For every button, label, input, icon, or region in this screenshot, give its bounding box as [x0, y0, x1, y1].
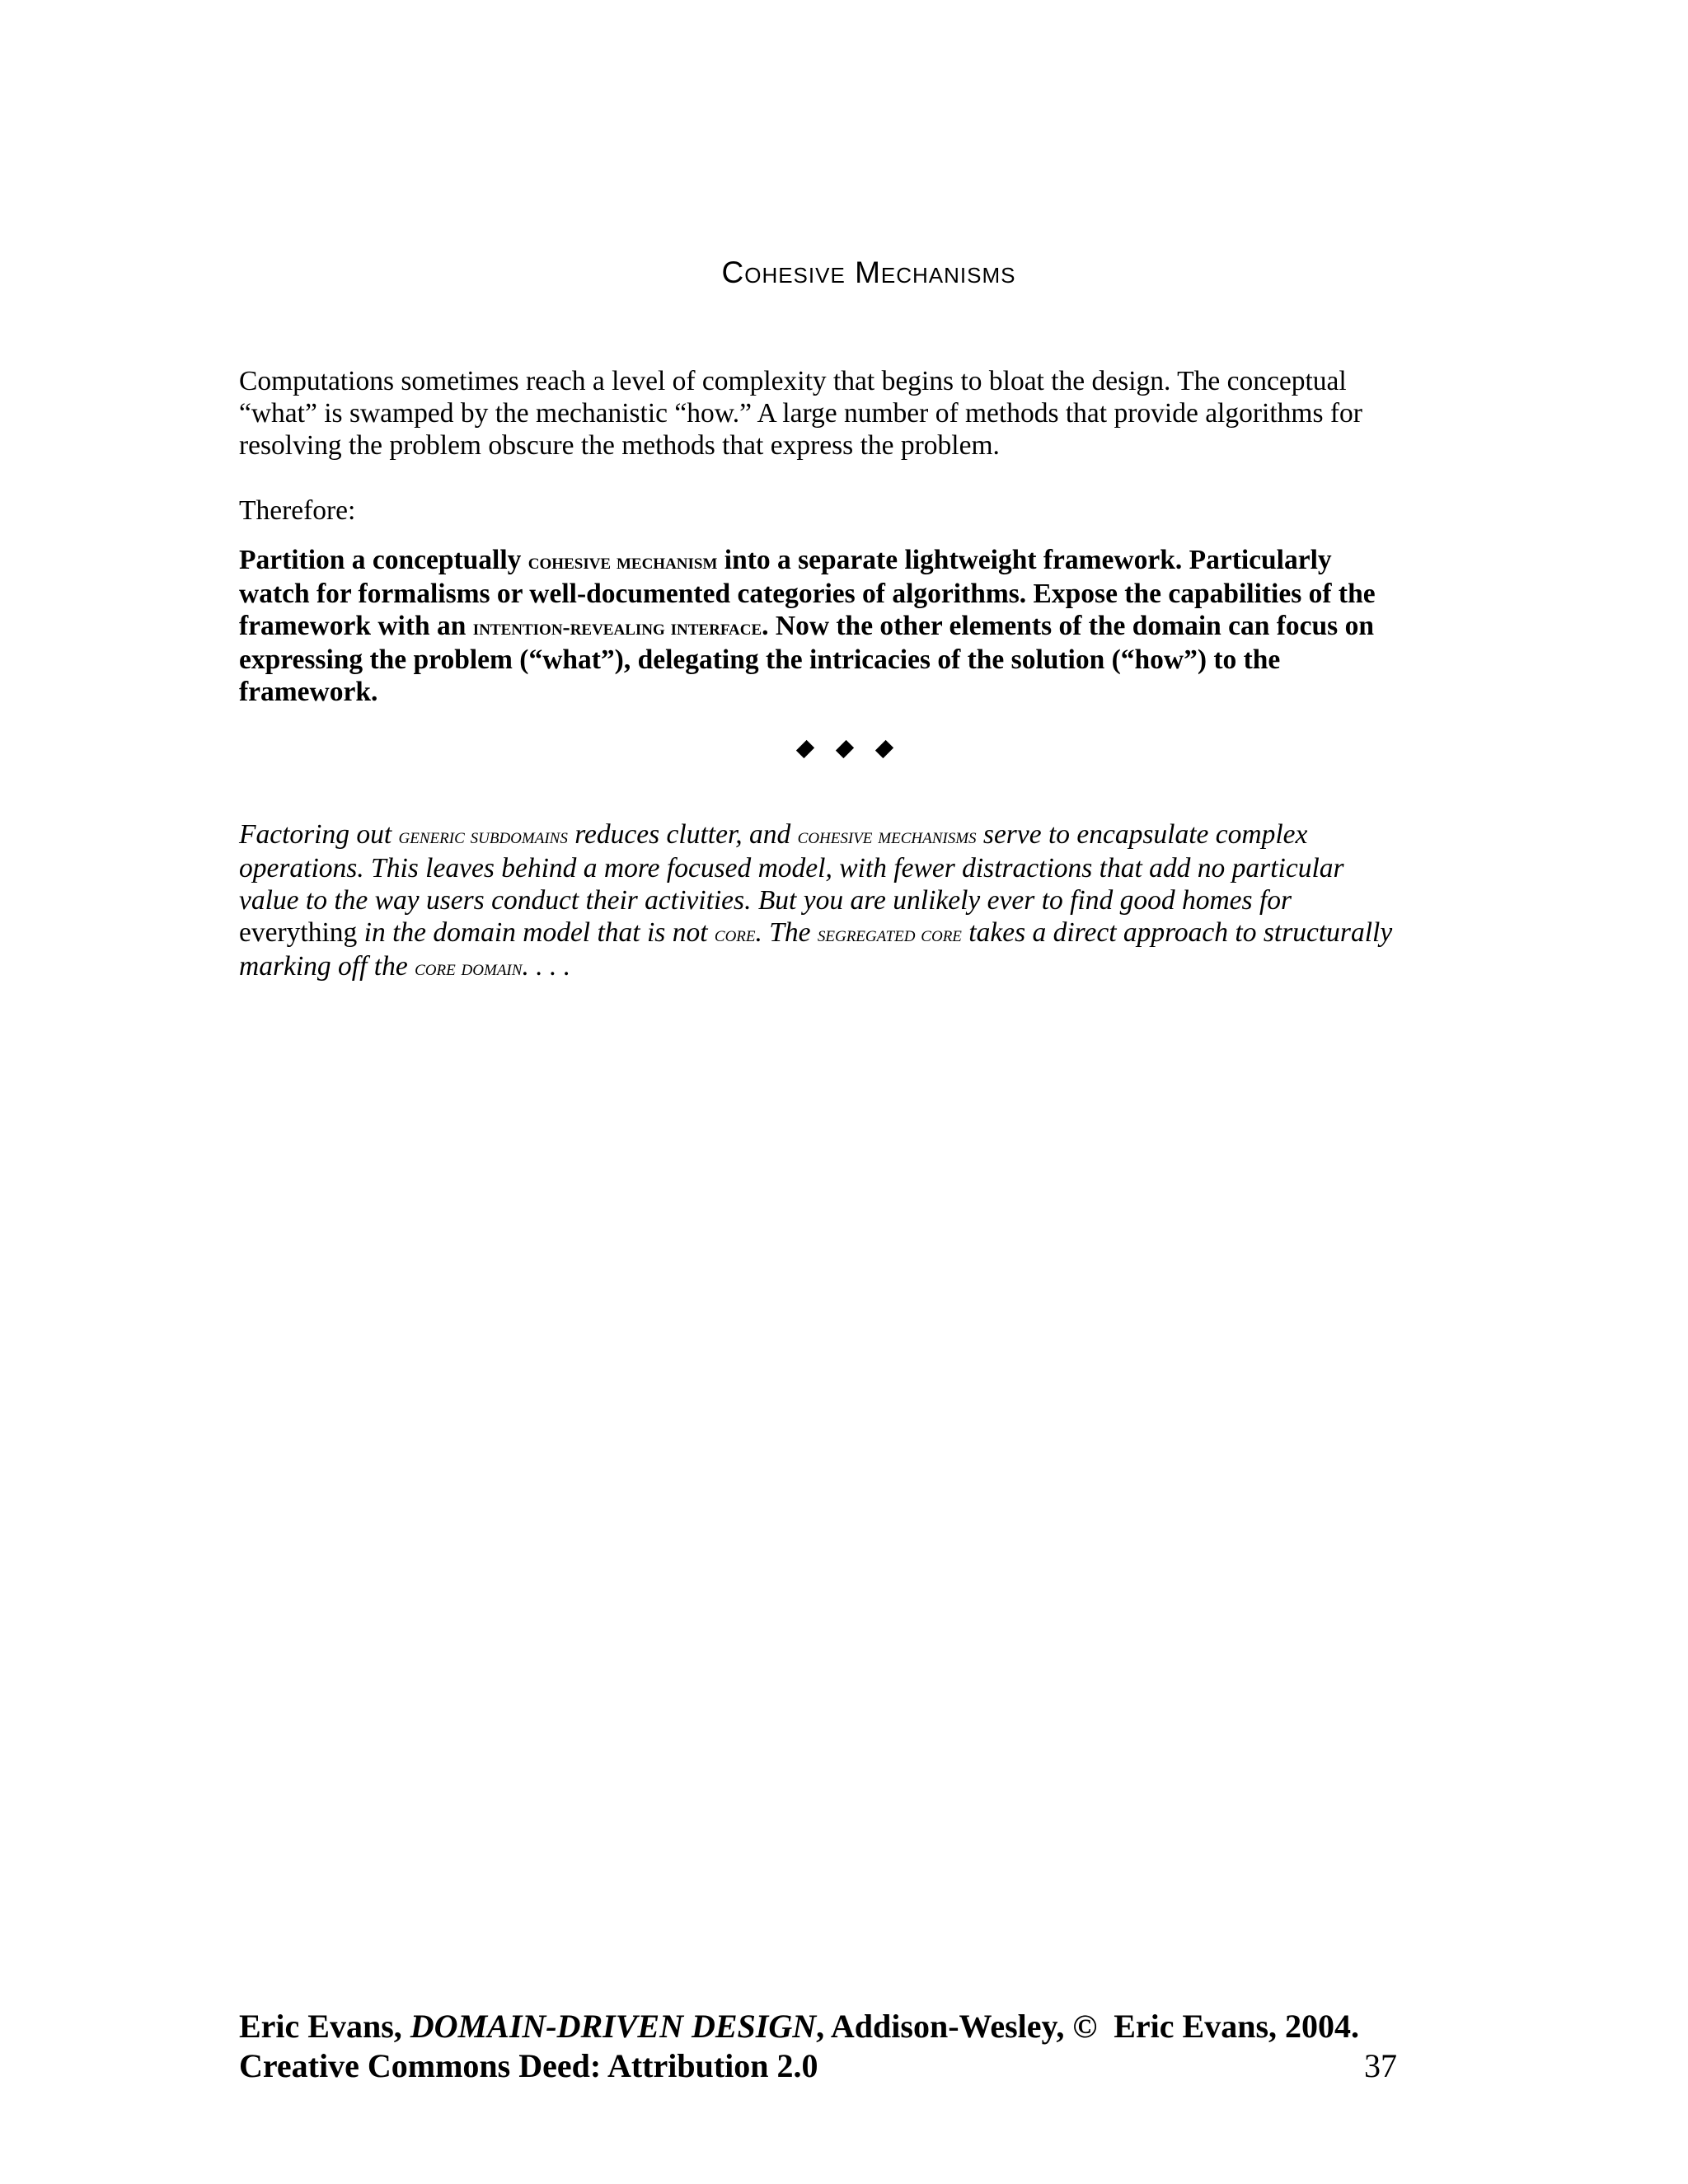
- closing-text-5: . The: [755, 917, 818, 948]
- diamond-icon: [836, 740, 854, 758]
- footer-citation: [239, 2008, 1397, 2046]
- footer-author: Eric Evans,: [239, 2008, 410, 2045]
- section-heading: Cohesive Mechanisms: [721, 255, 1016, 289]
- closing-paragraph: [239, 818, 1397, 984]
- closing-term-core: core: [714, 921, 756, 946]
- closing-text-4: in the domain model that is not: [357, 917, 715, 948]
- closing-emphasis-everything: everything: [239, 917, 358, 948]
- closing-text-1: Factoring out: [239, 819, 399, 850]
- pattern-statement: [239, 544, 1397, 708]
- footer-license: Creative Commons Deed: Attribution 2.0: [239, 2047, 818, 2084]
- closing-text-3: serve to encapsulate complex operations. This leaves behind a more focused model, with fewer distractions that add no particular value to the way users conduct their activities. But you are unlikely ever to find good homes for: [239, 819, 1344, 916]
- therefore-label: Therefore:: [239, 495, 356, 526]
- page-number: 37: [1364, 2047, 1397, 2084]
- copyright-icon: ©: [1072, 2008, 1098, 2045]
- closing-text-6: takes a direct approach to structurally marking off the: [239, 917, 1393, 982]
- diamond-icon: [875, 740, 893, 758]
- closing-term-core-domain: core domain: [415, 955, 523, 980]
- pattern-term-intention-revealing-interface: intention-revealing interface: [472, 615, 762, 640]
- pattern-text-3: . Now the other elements of the domain can focus on expressing the problem (“what”), delegating the intricacies of the solution (“how”) to the framework.: [239, 611, 1374, 707]
- intro-text: Computations sometimes reach a level of complexity that begins to bloat the design. The conceptual “what” is swamped by the mechanistic “how.” A large number of methods that provide algorithms for resolving the problem obscure the methods that express the problem.: [239, 366, 1362, 461]
- closing-term-segregated-core: segregated core: [817, 921, 962, 946]
- closing-text-2: reduces clutter, and: [567, 819, 798, 850]
- pattern-text-2: into a separate lightweight framework. Particularly watch for formalisms or well-documented categories of algorithms. Expose the capabilities of the framework with an: [239, 545, 1376, 641]
- footer-book-title: DOMAIN-DRIVEN DESIGN: [410, 2008, 817, 2045]
- closing-term-cohesive-mechanisms: cohesive mechanisms: [797, 823, 977, 848]
- intro-paragraph: [239, 365, 1397, 462]
- pattern-term-cohesive-mechanism: cohesive mechanism: [528, 549, 718, 574]
- section-separator: [783, 742, 907, 757]
- closing-text-7: . . . .: [522, 951, 571, 982]
- footer-copyright: Eric Evans, 2004.: [1097, 2008, 1360, 2045]
- closing-term-generic-subdomains: generic subdomains: [398, 823, 568, 848]
- pattern-text-1: Partition a conceptually: [239, 545, 528, 575]
- diamond-icon: [796, 740, 814, 758]
- footer-publisher: , Addison-Wesley,: [816, 2008, 1073, 2045]
